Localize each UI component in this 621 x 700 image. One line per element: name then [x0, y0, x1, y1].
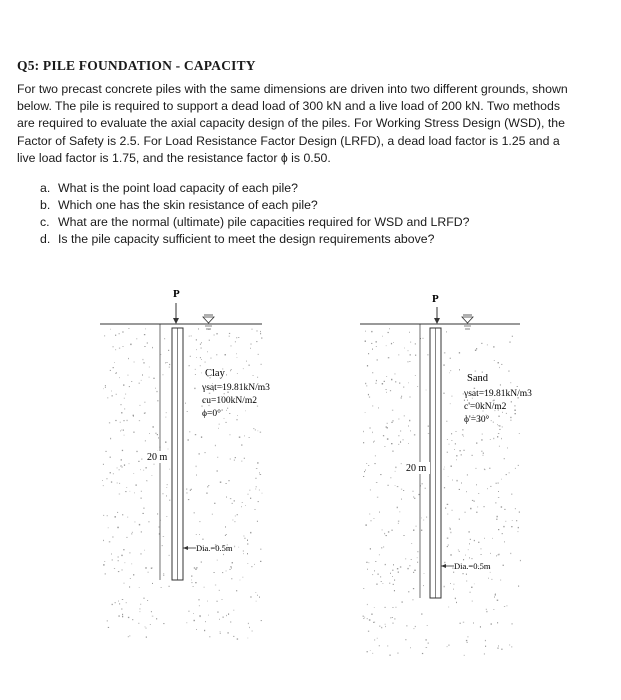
friction-angle-label: ϕ=0°: [202, 409, 221, 419]
unit-weight-label: γsat=19.81kN/m3: [464, 389, 532, 399]
soil-type-label: Sand: [467, 373, 488, 384]
pile-length-label: 20 m: [147, 452, 168, 463]
sand-pile-diagram: [360, 293, 532, 598]
question-item: a. What is the point load capacity of each pile?: [40, 181, 298, 195]
soil-type-label: Clay: [205, 368, 225, 379]
diameter-arrowhead: [183, 546, 188, 550]
pile-length-label: 20 m: [406, 463, 427, 474]
problem-statement: For two precast concrete piles with the same dimensions are driven into two different grounds, shown below. The pile is required to support a dead load of 300 kN and a live load of 200 kN. Two methods are required to evaluate the axial capacity design of the piles. For Working Stress Design (WSD), the Factor of Safety is 2.5. For Load Resistance Factor Design (LRFD), a dead load factor is 1.25 and a live load factor is 1.75, and the resistance factor ϕ is 0.50.: [17, 82, 568, 165]
diameter-arrowhead: [441, 564, 446, 568]
cohesion-label: cu=100kN/m2: [202, 396, 257, 406]
unit-weight-label: γsat=19.81kN/m3: [202, 383, 270, 393]
load-label: P: [432, 293, 439, 305]
page-title: Q5: PILE FOUNDATION - CAPACITY: [17, 58, 256, 73]
water-table-icon: [203, 315, 214, 329]
pile-diameter-label: Dia.=0.5m: [196, 543, 233, 553]
question-item: c. What are the normal (ultimate) pile capacities required for WSD and LRFD?: [40, 215, 470, 229]
load-arrowhead: [434, 318, 440, 324]
question-item: b. Which one has the skin resistance of each pile?: [40, 198, 318, 212]
water-table-icon: [462, 315, 473, 329]
friction-angle-label: ϕ'=30°: [464, 415, 490, 425]
load-label: P: [173, 288, 180, 300]
soil-texture-right: [363, 328, 521, 656]
question-list: [40, 180, 469, 248]
clay-pile-diagram: [100, 288, 270, 580]
load-arrowhead: [173, 318, 179, 324]
pile-diameter-label: Dia.=0.5m: [454, 561, 491, 571]
pile-figure: [0, 280, 621, 700]
cohesion-label: c'=0kN/m2: [464, 402, 507, 412]
question-item: d. Is the pile capacity sufficient to meet the design requirements above?: [40, 232, 435, 246]
